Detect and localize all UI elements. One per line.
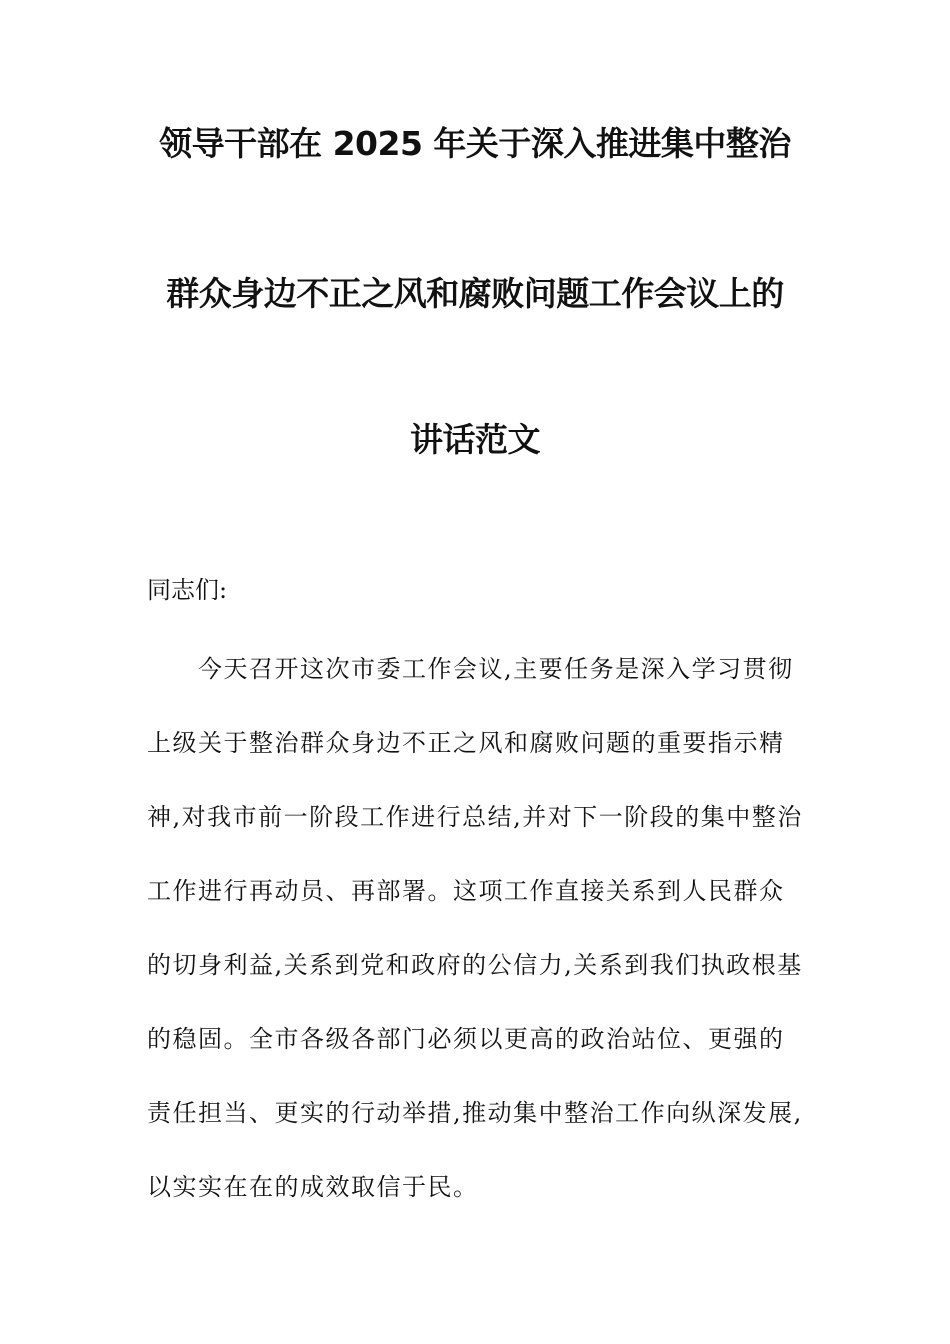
paragraph-line-7: 责任担当、更实的行动举措,推动集中整治工作向纵深发展, xyxy=(147,1099,803,1127)
paragraph-line-6: 的稳固。全市各级各部门必须以更高的政治站位、更强的 xyxy=(147,1025,785,1053)
paragraph-line-2: 上级关于整治群众身边不正之风和腐败问题的重要指示精 xyxy=(147,729,785,757)
paragraph-line-8: 以实实在在的成效取信于民。 xyxy=(147,1173,479,1201)
document-title-line-3: 讲话范文 xyxy=(410,420,540,459)
document-title-line-2: 群众身边不正之风和腐败问题工作会议上的 xyxy=(166,274,784,313)
paragraph-line-4: 工作进行再动员、再部署。这项工作直接关系到人民群众 xyxy=(147,877,785,905)
speech-paragraph xyxy=(147,649,807,1241)
paragraph-line-3: 神,对我市前一阶段工作进行总结,并对下一阶段的集中整治 xyxy=(147,803,803,831)
document-title-line-1: 领导干部在 2025 年关于深入推进集中整治 xyxy=(159,124,791,163)
paragraph-line-1: 今天召开这次市委工作会议,主要任务是深入学习贯彻 xyxy=(147,655,794,683)
salutation: 同志们: xyxy=(147,576,228,604)
paragraph-line-5: 的切身利益,关系到党和政府的公信力,关系到我们执政根基 xyxy=(147,951,803,979)
